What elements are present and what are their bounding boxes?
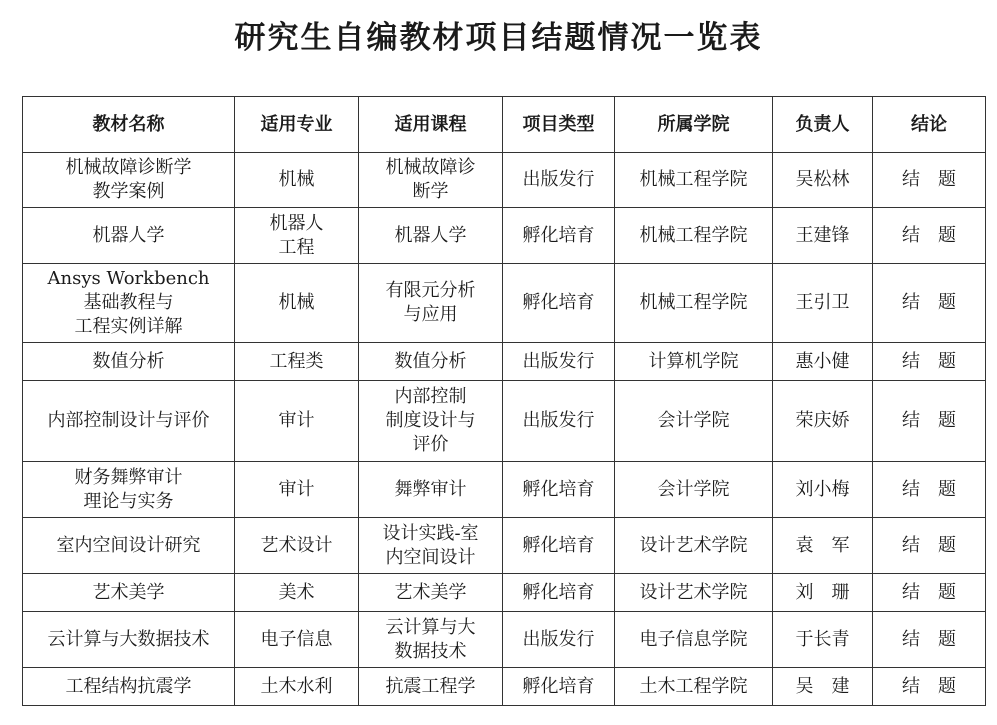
cell-textbook: 艺术美学 [23,574,235,612]
cell-major: 工程类 [235,343,359,381]
cell-major: 机器人 工程 [235,208,359,264]
col-header-textbook: 教材名称 [23,97,235,153]
cell-course: 抗震工程学 [359,668,503,706]
cell-leader: 荣庆娇 [773,381,873,462]
cell-textbook: Ansys Workbench 基础教程与 工程实例详解 [23,264,235,343]
cell-leader: 惠小健 [773,343,873,381]
cell-type: 孵化培育 [503,574,615,612]
table-row [23,208,986,264]
col-header-conclusion: 结论 [873,97,986,153]
cell-conclusion: 结 题 [873,153,986,208]
cell-textbook: 数值分析 [23,343,235,381]
cell-course: 内部控制 制度设计与 评价 [359,381,503,462]
cell-type: 孵化培育 [503,462,615,518]
cell-type: 孵化培育 [503,208,615,264]
cell-course: 机器人学 [359,208,503,264]
cell-type: 孵化培育 [503,264,615,343]
cell-college: 土木工程学院 [615,668,773,706]
col-header-major: 适用专业 [235,97,359,153]
cell-conclusion: 结 题 [873,462,986,518]
cell-textbook: 财务舞弊审计 理论与实务 [23,462,235,518]
cell-college: 设计艺术学院 [615,518,773,574]
cell-type: 孵化培育 [503,518,615,574]
cell-course: 数值分析 [359,343,503,381]
cell-college: 计算机学院 [615,343,773,381]
cell-college: 设计艺术学院 [615,574,773,612]
cell-college: 机械工程学院 [615,153,773,208]
cell-textbook: 机械故障诊断学 教学案例 [23,153,235,208]
cell-leader: 王引卫 [773,264,873,343]
col-header-college: 所属学院 [615,97,773,153]
cell-textbook: 机器人学 [23,208,235,264]
cell-college: 电子信息学院 [615,612,773,668]
table-row [23,343,986,381]
cell-conclusion: 结 题 [873,343,986,381]
cell-major: 土木水利 [235,668,359,706]
cell-major: 艺术设计 [235,518,359,574]
cell-leader: 刘 珊 [773,574,873,612]
project-table [22,96,986,706]
cell-conclusion: 结 题 [873,381,986,462]
col-header-type: 项目类型 [503,97,615,153]
table-row [23,153,986,208]
cell-major: 审计 [235,381,359,462]
table-row [23,518,986,574]
cell-conclusion: 结 题 [873,518,986,574]
cell-college: 机械工程学院 [615,264,773,343]
cell-college: 会计学院 [615,462,773,518]
cell-college: 机械工程学院 [615,208,773,264]
cell-textbook: 室内空间设计研究 [23,518,235,574]
table-row [23,381,986,462]
page-title: 研究生自编教材项目结题情况一览表 [234,20,763,56]
cell-course: 有限元分析 与应用 [359,264,503,343]
table-row [23,668,986,706]
table-row [23,462,986,518]
cell-type: 出版发行 [503,153,615,208]
col-header-course: 适用课程 [359,97,503,153]
header-row [23,97,986,153]
cell-major: 电子信息 [235,612,359,668]
cell-conclusion: 结 题 [873,264,986,343]
cell-textbook: 工程结构抗震学 [23,668,235,706]
cell-major: 审计 [235,462,359,518]
cell-conclusion: 结 题 [873,208,986,264]
cell-type: 出版发行 [503,343,615,381]
cell-conclusion: 结 题 [873,574,986,612]
cell-major: 美术 [235,574,359,612]
cell-college: 会计学院 [615,381,773,462]
cell-type: 出版发行 [503,381,615,462]
col-header-leader: 负责人 [773,97,873,153]
cell-leader: 于长青 [773,612,873,668]
cell-leader: 袁 军 [773,518,873,574]
cell-course: 云计算与大 数据技术 [359,612,503,668]
cell-leader: 吴松林 [773,153,873,208]
cell-type: 出版发行 [503,612,615,668]
table-row [23,612,986,668]
cell-major: 机械 [235,264,359,343]
cell-course: 艺术美学 [359,574,503,612]
cell-textbook: 内部控制设计与评价 [23,381,235,462]
cell-leader: 吴 建 [773,668,873,706]
cell-course: 机械故障诊 断学 [359,153,503,208]
cell-textbook: 云计算与大数据技术 [23,612,235,668]
cell-leader: 王建锋 [773,208,873,264]
cell-course: 舞弊审计 [359,462,503,518]
cell-conclusion: 结 题 [873,668,986,706]
cell-course: 设计实践-室 内空间设计 [359,518,503,574]
cell-conclusion: 结 题 [873,612,986,668]
cell-type: 孵化培育 [503,668,615,706]
table-row [23,574,986,612]
cell-major: 机械 [235,153,359,208]
table-row [23,264,986,343]
cell-leader: 刘小梅 [773,462,873,518]
